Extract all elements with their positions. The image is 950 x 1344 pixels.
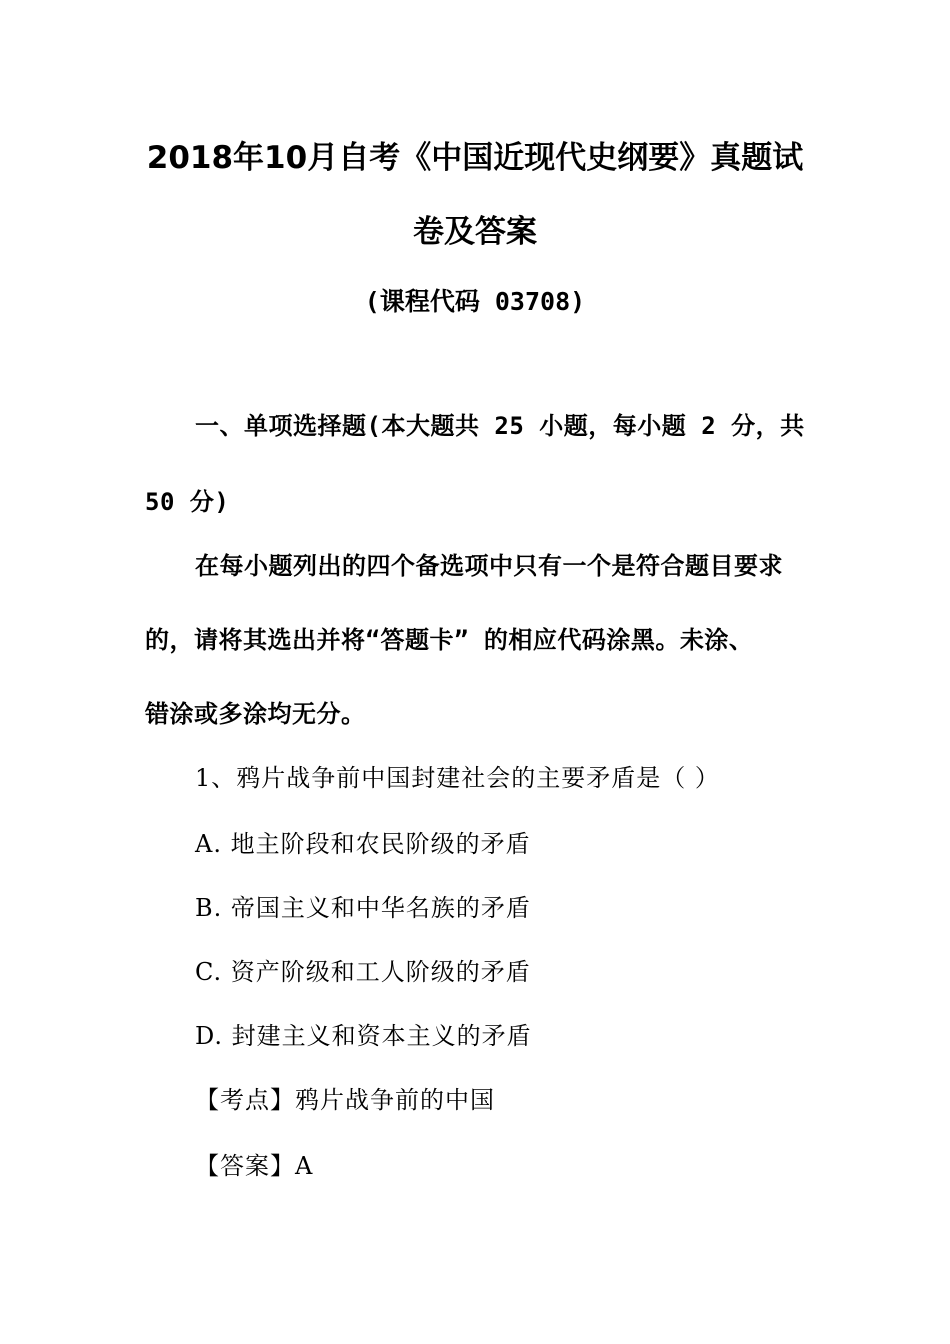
document-title-line-2: 卷及答案 [413, 214, 537, 250]
instruction-line-2: 的，请将其选出并将“答题卡” 的相应代码涂黑。未涂、 [145, 626, 754, 654]
document-title-line-1: 2018年10月自考《中国近现代史纲要》真题试 [146, 140, 804, 176]
instruction-line-3: 错涂或多涂均无分。 [145, 700, 366, 728]
question-1-answer: 【答案】A [195, 1152, 314, 1180]
section-header-line-1: 一、单项选择题(本大题共 25 小题，每小题 2 分，共 [195, 412, 805, 440]
question-1-option-c: C. 资产阶级和工人阶级的矛盾 [195, 958, 531, 986]
question-1-stem: 1、鸦片战争前中国封建社会的主要矛盾是（ ） [195, 764, 720, 792]
section-header-line-2: 50 分) [145, 488, 230, 516]
question-1-option-d: D. 封建主义和资本主义的矛盾 [195, 1022, 532, 1050]
question-1-topic: 【考点】鸦片战争前的中国 [195, 1086, 495, 1114]
course-code: (课程代码 03708) [364, 287, 586, 316]
question-1-option-b: B. 帝国主义和中华名族的矛盾 [195, 894, 531, 922]
instruction-line-1: 在每小题列出的四个备选项中只有一个是符合题目要求 [195, 552, 783, 580]
question-1-option-a: A. 地主阶段和农民阶级的矛盾 [195, 830, 531, 858]
